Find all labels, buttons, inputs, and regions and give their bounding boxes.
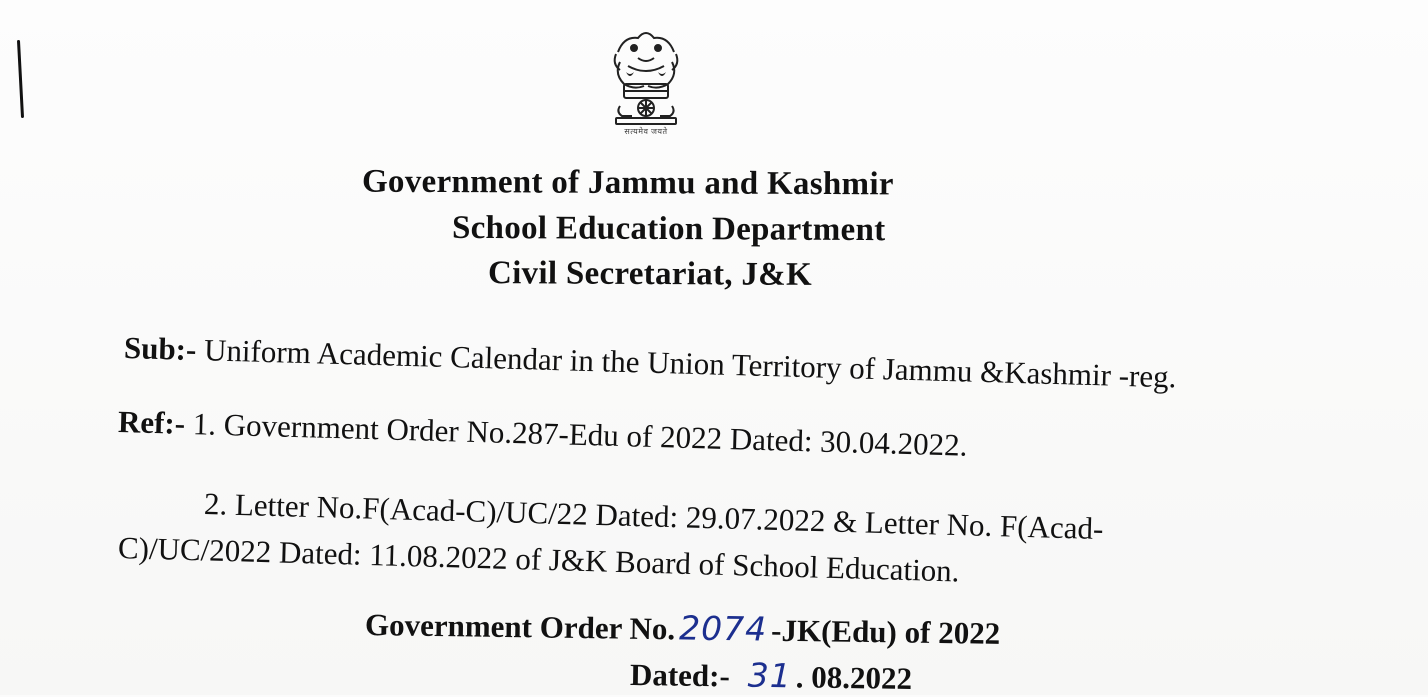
national-emblem-icon — [598, 22, 694, 140]
reference-item-2-line-2: C)/UC/2022 Dated: 11.08.2022 of J&K Board of School Education. — [117, 530, 960, 589]
subject-text: Uniform Academic Calendar in the Union Territory of Jammu &Kashmir -reg. — [203, 332, 1177, 395]
department-title: School Education Department — [451, 209, 886, 249]
reference-label: Ref:- — [117, 404, 186, 441]
reference-line-1 — [117, 404, 967, 464]
order-prefix: Government Order No. — [364, 607, 676, 647]
order-date-line — [630, 654, 913, 697]
subject-line — [123, 330, 1176, 395]
order-number-line — [365, 604, 1001, 652]
government-title: Government of Jammu and Kashmir — [361, 163, 894, 203]
order-number-handwritten: 2074 — [678, 608, 768, 649]
dated-rest: . 08.2022 — [795, 659, 913, 696]
subject-label: Sub:- — [123, 330, 197, 368]
order-suffix: -JK(Edu) of 2022 — [770, 612, 1001, 651]
scan-margin-mark — [17, 40, 24, 118]
secretariat-title: Civil Secretariat, J&K — [487, 255, 813, 293]
reference-item-1: 1. Government Order No.287-Edu of 2022 Dated: 30.04.2022. — [192, 406, 968, 463]
emblem-motto: सत्यमेव जयते — [624, 127, 668, 136]
reference-item-2-line-1: 2. Letter No.F(Acad-C)/UC/22 Dated: 29.07.2022 & Letter No. F(Acad- — [203, 486, 1104, 547]
dated-label: Dated:- — [629, 657, 731, 694]
dated-day-handwritten: 31 — [747, 655, 793, 696]
